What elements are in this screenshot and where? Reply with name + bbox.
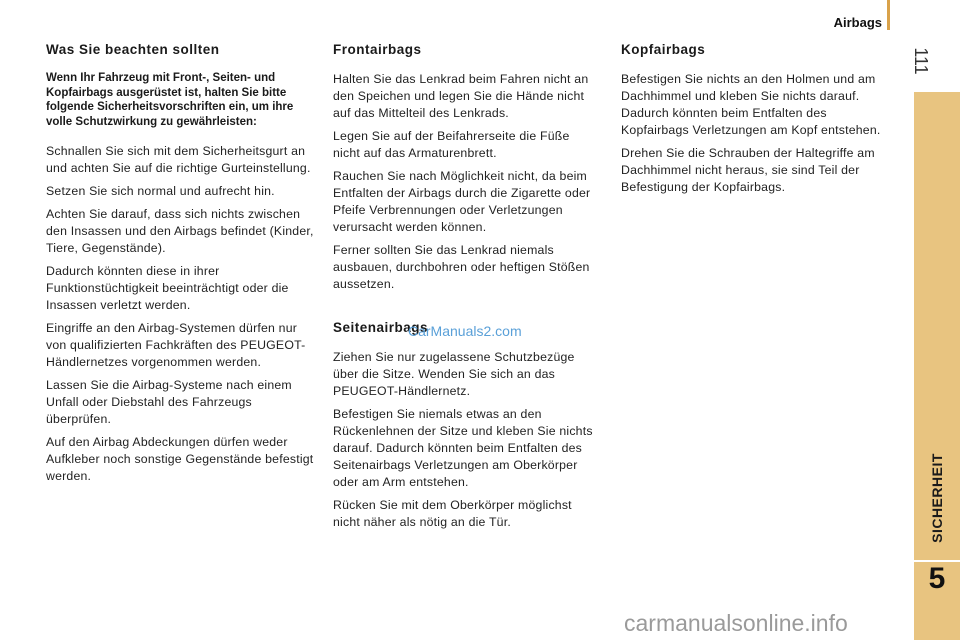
header-rule <box>887 0 890 30</box>
column-head-airbags <box>621 42 883 202</box>
watermark-carmanuals2: CarManuals2.com <box>408 323 522 339</box>
paragraph: Setzen Sie sich normal und aufrecht hin. <box>46 184 275 198</box>
heading-seitenairbags: Seitenairbags <box>333 320 429 335</box>
paragraph: Auf den Airbag Abdeckungen dürfen weder Aufkleber noch sonstige Gegenstände befestigt werden. <box>46 435 314 483</box>
paragraph: Ferner sollten Sie das Lenkrad niemals ausbauen, durchbohren oder heftigen Stößen aussetzen. <box>333 243 590 291</box>
section-title: Airbags <box>833 15 882 30</box>
intro-paragraph: Wenn Ihr Fahrzeug mit Front-, Seiten- und Kopfairbags ausgerüstet ist, halten Sie bitte folgende Sicherheitsvorschriften ein, um ihre volle Schutzwirkung zu gewährleisten: <box>46 72 294 128</box>
column-front-side-airbags <box>333 42 598 537</box>
paragraph: Eingriffe an den Airbag-Systemen dürfen nur von qualifizierten Fachkräften des PEUGEOT-Händlernetzes vorgenommen werden. <box>46 321 306 369</box>
chapter-tab-text: SICHERHEIT <box>929 453 945 543</box>
paragraph: Rauchen Sie nach Möglichkeit nicht, da beim Entfalten der Airbags durch die Zigarette oder Pfeife Verbrennungen oder Verletzungen verursacht werden können. <box>333 169 591 234</box>
chapter-number: 5 <box>928 562 946 595</box>
paragraph: Rücken Sie mit dem Oberkörper möglichst nicht näher als nötig an die Tür. <box>333 498 572 529</box>
paragraph: Ziehen Sie nur zugelassene Schutzbezüge über die Sitze. Wenden Sie sich an das PEUGEOT-Händlernetz. <box>333 350 575 398</box>
watermark-carmanualsonline: carmanualsonline.info <box>624 610 848 636</box>
paragraph: Lassen Sie die Airbag-Systeme nach einem Unfall oder Diebstahl des Fahrzeugs überprüfen. <box>46 378 292 426</box>
column-safety-notes <box>46 42 318 491</box>
chapter-tab-label <box>914 438 960 558</box>
paragraph: Dadurch könnten diese in ihrer Funktionstüchtigkeit beeinträchtigt oder die Insassen verletzt werden. <box>46 264 289 312</box>
paragraph: Befestigen Sie nichts an den Holmen und am Dachhimmel und kleben Sie nichts darauf. Dadurch könnten beim Entfalten des Kopfairbags Verletzungen am Kopf entstehen. <box>621 72 881 137</box>
paragraph: Halten Sie das Lenkrad beim Fahren nicht an den Speichen und legen Sie die Hände nicht auf das Mittelteil des Lenkrads. <box>333 72 589 120</box>
heading-kopfairbags: Kopfairbags <box>621 42 706 57</box>
paragraph: Drehen Sie die Schrauben der Haltegriffe am Dachhimmel nicht heraus, sie sind Teil der Befestigung der Kopfairbags. <box>621 146 875 194</box>
heading-frontairbags: Frontairbags <box>333 42 422 57</box>
paragraph: Legen Sie auf der Beifahrerseite die Füße nicht auf das Armaturenbrett. <box>333 129 570 160</box>
heading-was-sie-beachten: Was Sie beachten sollten <box>46 42 220 57</box>
paragraph: Achten Sie darauf, dass sich nichts zwischen den Insassen und den Airbags befindet (Kinder, Tiere, Gegenstände). <box>46 207 314 255</box>
paragraph: Befestigen Sie niemals etwas an den Rückenlehnen der Sitze und kleben Sie nichts darauf. Dadurch könnten beim Entfalten des Seitenairbags Verletzungen am Oberkörper oder am Arm entstehen. <box>333 407 593 489</box>
page-number: 111 <box>911 47 931 75</box>
paragraph: Schnallen Sie sich mit dem Sicherheitsgurt an und achten Sie auf die richtige Gurteinstellung. <box>46 144 311 175</box>
